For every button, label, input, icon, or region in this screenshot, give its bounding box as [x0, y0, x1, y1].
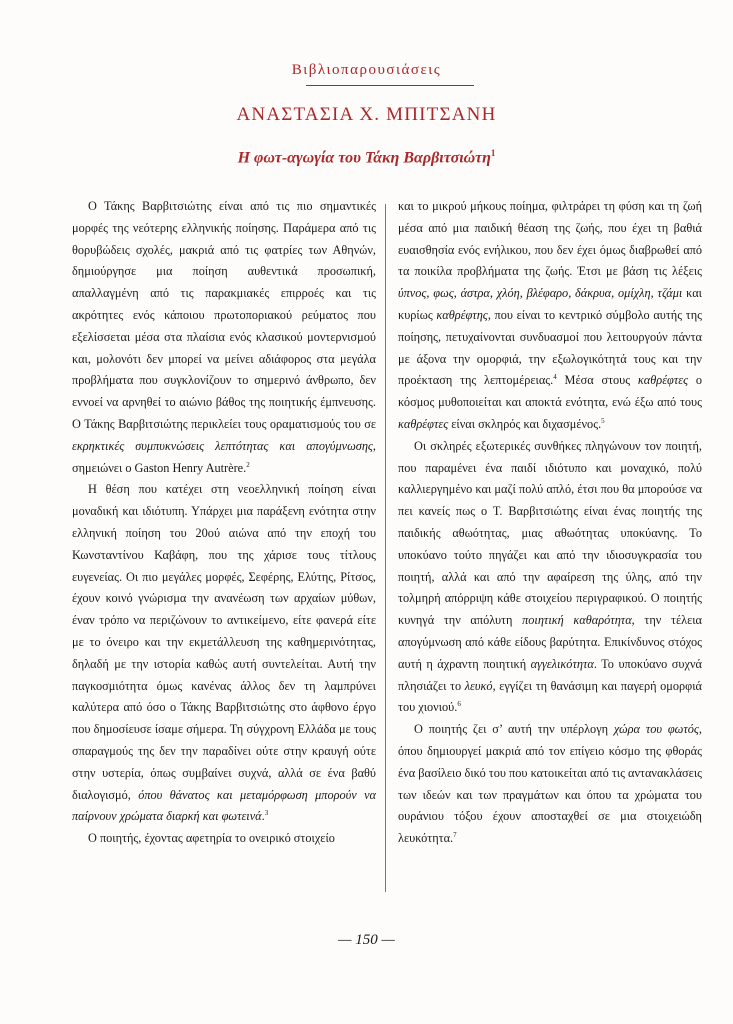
footnote-ref-5: 5 — [601, 416, 605, 425]
text-run: Ο Τάκης Βαρβιτσιώτης είναι από τις πιο σημαντικές μορφές της νεότερης ελληνικής ποίησης. Παράμερα από τις θορυβώδεις σχολές, μακριά από τις φατρίες των Αθηνών, δημιούργησε μια ποίηση αυθεντικά προσωπική, απαλλαγμένη από τις παρακμιακές επιρροές και τις ακρότητες ενός κάποιου πρωτοποριακού ρεύματος που εξελίσσεται μέσα στα πλαίσια ενός κλασικού μοντερνισμού και, μολονότι δεν μπορεί να μείνει αδιάφορος στα μεγάλα προβλήματα που συγκλονίζουν το σημερινό άνθρωπο, δεν εννοεί να αρνηθεί το αιώνιο βάθος της ποιητικής έμπνευσης. Ο Τάκης Βαρβιτσιώτης περικλείει τους οραματισμούς του σε — [72, 199, 376, 431]
article-author: ΑΝΑΣΤΑΣΙΑ Χ. ΜΠΙΤΣΑΝΗ — [236, 104, 497, 125]
right-column — [398, 196, 702, 850]
column-divider — [385, 204, 386, 892]
right-paragraph-3 — [398, 719, 702, 850]
left-paragraph-3 — [72, 828, 376, 850]
right-paragraph-2 — [398, 436, 702, 719]
text-run: Ο ποιητής ζει σ’ αυτή την υπέρλογη — [414, 722, 614, 737]
section-label: Βιβλιοπαρουσιάσεις — [291, 62, 442, 78]
italic-words: καθρέφτης — [436, 307, 488, 322]
text-run: είναι σκληρός και διχασμένος. — [448, 416, 602, 431]
section-underline — [306, 85, 474, 86]
left-paragraph-2 — [72, 479, 376, 828]
footnote-ref-4: 4 — [553, 373, 557, 382]
text-run: , όπου δημιουργεί μακριά από τον επίγειο κόσμο της φθοράς ένα βασίλειο δικό του που κατοικείται από τις αντανακλάσεις των ιδεών και των πραγμάτων και όπου τα χρώματα του ουράνιου τόξου έχουν αποσταχθεί σε μια στοιχειώδη λευκότητα. — [398, 722, 702, 846]
text-run: , την τέλεια απογύμνωση από κάθε είδους βαρύτητα. Επικίνδυνος στόχος αυτή η άχραντη ποιητική — [398, 613, 702, 671]
italic-quote: εκρηκτικές συμπυκνώσεις λεπτότητας και απογύμνωσης — [72, 438, 373, 453]
footnote-ref-6: 6 — [457, 700, 461, 709]
text-run: , που είναι το κεντρικό σύμβολο αυτής της ποίησης, πετυχαίνονται συνδυασμοί που λειτουργούν πάντα με άξονα την ομορφιά, την εξωλογικότητά τους και την προέκταση της λεπτομέρειας. — [398, 307, 702, 388]
italic-quote: όπου θάνατος και μεταμόρφωση μπορούν να παίρνουν χρώματα διαρκή και φωτεινά — [72, 787, 376, 824]
italic-words: ποιητική καθαρότητα — [522, 613, 632, 628]
text-run: , σημειώνει ο Gaston Henry Autrère. — [72, 438, 376, 475]
text-run: και το μικρού μήκους ποίημα, φιλτράρει τη φύση και τη ζωή μέσα από μια παιδική θέαση της ζωής, που έχει τη βαθιά ευαισθησία ενός ενήλικου, που δεν έχει όμως διαβρωθεί από τα ποικίλα προβλήματα της ζωής. Έτσι με βάση τις λέξεις — [398, 199, 702, 279]
footnote-ref-2: 2 — [246, 460, 250, 469]
left-column — [72, 196, 376, 850]
italic-words: αγγελικότητα — [530, 656, 594, 671]
italic-words: λευκό — [464, 678, 493, 693]
text-run: . — [261, 809, 265, 824]
text-run: και κυρίως — [398, 286, 702, 322]
text-run: , εγγίζει τη θανάσιμη και παγερή ομορφιά του χιονιού. — [398, 678, 702, 715]
left-paragraph-1 — [72, 196, 376, 479]
text-run: Η θέση που κατέχει στη νεοελληνική ποίηση είναι μοναδική και ιδιότυπη. Υπάρχει μια παράξενη ενότητα στην ελληνική ποίηση του 20ού αιώνα από την εποχή του Κωνσταντίνου Καβάφη, που της χάρισε τους τίτλους ευγενείας. Οι πιο μεγάλες μορφές, Σεφέρης, Ελύτης, Ρίτσος, έχουν κοινό γνώρισμα την ανανέωση των αρχαίων μύθων, έναν τρόπο να περιζώνουν το αντικείμενο, είτε φανερά είτε με το όνειρο και την εκμετάλλευση της καθημερινότητας, δηλαδή με την ιστορία καθώς αυτή συντελείται. Αυτή την παγκοσμιότητα όμως κανένας άλλος δεν τη λαμπρύνει καλύτερα από όσο ο Τάκης Βαρβιτσιώτης στο άφθονο έργο που δημοσίευσε ίσαμε σήμερα. Τη σύγχρονη Ελλάδα με τους σπαραγμούς της δεν την παραδίνει ούτε στην κραυγή ούτε στην υστερία, όπως συμβαίνει συχνά, αλλά σε ένα βαθύ διαλογισμό, — [72, 482, 376, 802]
italic-words: ύπνος, φως, άστρα, χλόη, βλέφαρο, δάκρυα, ομίχλη, τζάμι — [398, 286, 683, 301]
italic-words: καθρέφτες — [398, 416, 449, 431]
italic-words: χώρα του φωτός — [613, 722, 699, 737]
page-number: — 150 — — [338, 932, 395, 948]
footnote-ref-1: 1 — [490, 148, 496, 158]
italic-words: καθρέφτες — [637, 373, 689, 388]
text-run: Οι σκληρές εξωτερικές συνθήκες πληγώνουν τον ποιητή, που παραμένει ένα παιδί ιδιότυπο και μοναχικό, πολύ καλλιεργημένο και μαζί πολύ απλό, έτσι που θα μπορούσε να πει κανείς πως ο Τ. Βαρβιτσιώτης είναι ένας ποιητής της παιδικής αθωότητας, μιας αθωότητας υποκύανης. Το υποκύανο τούτο πηγάζει και από την ιδιοσυγκρασία του ποιητή, αλλά και από την αφαίρεση της ύλης, από την τολμηρή απόρριψη κάθε στοιχείου περιγραφικού. Ο ποιητής κυνηγά την απόλυτη — [398, 438, 702, 628]
right-paragraph-1 — [398, 196, 702, 436]
text-run: ο κόσμος μυθοποιείται και αποκτά ενότητα, ενώ έξω από τους — [398, 373, 702, 410]
footnote-ref-7: 7 — [453, 831, 457, 840]
footnote-ref-3: 3 — [264, 809, 269, 818]
text-run: Μέσα στους — [556, 373, 638, 388]
article-title — [0, 148, 733, 167]
text-run: . Το υποκύανο συχνά πλησιάζει το — [398, 656, 702, 693]
article-title-text: Η φωτ-αγωγία του Τάκη Βαρβιτσιώτη — [237, 149, 491, 167]
text-run: Ο ποιητής, έχοντας αφετηρία το ονειρικό στοιχείο — [88, 831, 335, 846]
